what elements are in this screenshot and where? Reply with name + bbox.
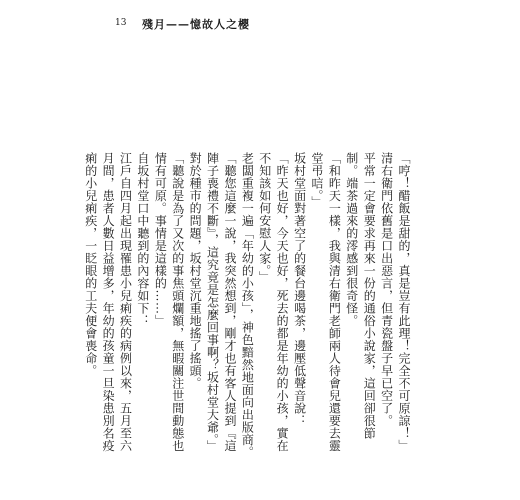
paragraph: 坂村堂面對著空了的餐台邊喝茶，邊壓低聲音說： xyxy=(292,152,307,427)
paragraph: 「聽您這麼一說，我突然想到，剛才也有客人提到『這陣子喪禮不斷』，這究竟是怎麼回事啊？坂村堂大爺。」 xyxy=(205,152,237,453)
paragraph: 「哼！醋飯是甜的，真是豈有此理！完全不可原諒！」 xyxy=(397,152,411,452)
paragraph: 「昨天也好，今天也好，死去的都是年幼的小孩，實在不知該如何安慰人家。」 xyxy=(257,152,290,452)
paragraph: 平常一定會要求再來一份的通俗小說家，這回卻很節制。端茶過來的澪感到很奇怪。 xyxy=(344,152,377,440)
page-number: 13 xyxy=(115,18,127,28)
paragraph: 自坂村堂口中聽到的內容如下： xyxy=(135,152,150,327)
body-text xyxy=(81,152,412,462)
paragraph: 「聽說是為了又次的事焦頭爛額，無暇關注世間動態也情有可原。事情是這樣的……」 xyxy=(153,152,185,452)
paragraph: 老闆重複一遍「年幼的小孩」，神色黯然地面向出版商。 xyxy=(240,152,255,459)
paragraph: 清右衛門依舊是口出惡言，但青瓷盤子早已空了。 xyxy=(379,152,394,427)
paragraph: 江戶自四月起出現罹患小兒痢疾的病例以來，五月至六月間，患者人數日益增多，年幼的孩童一旦染患別名疫痢的小兒痢疾，一眨眼的工夫便會喪命。 xyxy=(83,152,133,452)
running-head: 殘月——憶故人之櫻 xyxy=(142,18,250,31)
paragraph: 「和昨天一樣，我與清右衛門老師兩人待會兒還要去靈堂弔唁。」 xyxy=(309,152,342,452)
paragraph: 對於種市的問題，坂村堂沉重地搖了搖頭。 xyxy=(188,152,203,390)
